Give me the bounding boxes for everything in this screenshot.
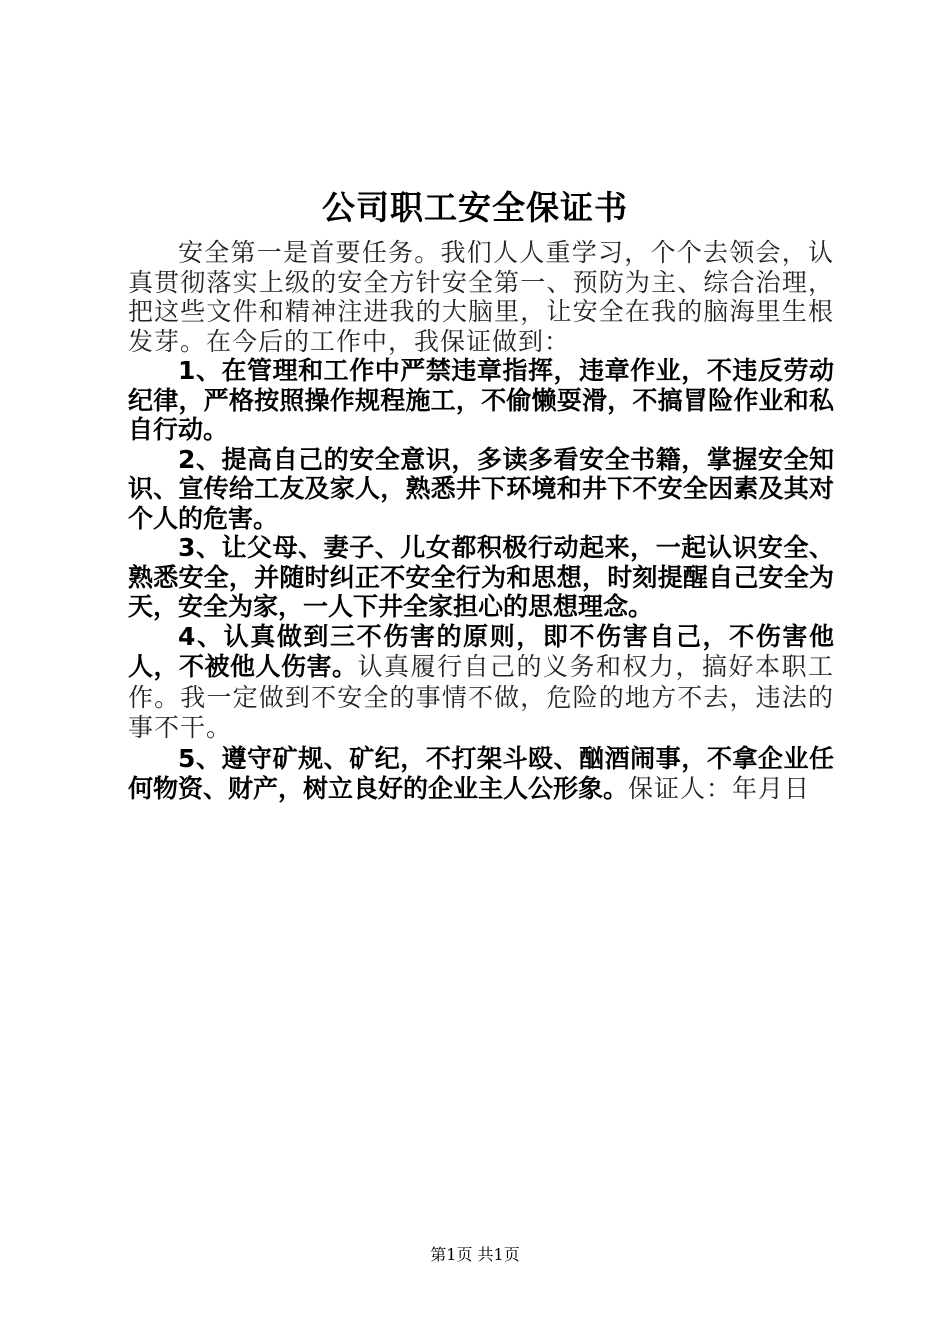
pledge-item-4-lead: 4、认真做到三不伤害的原则，即不伤害自己，不伤害他人，不被他人伤害。 [128,621,834,681]
pledge-item-5-lead: 5、遵守矿规、矿纪，不打架斗殴、酗酒闹事，不拿企业任何物资、财产，树立良好的企业主人公形象。 [128,743,834,803]
page-number: 第1页 共1页 [430,1245,520,1264]
intro-paragraph: 安全第一是首要任务。我们人人重学习，个个去领会，认真贯彻落实上级的安全方针安全第一、预防为主、综合治理，把这些文件和精神注进我的大脑里，让安全在我的脑海里生根发芽。在今后的工作中，我保证做到： [128,238,834,356]
pledge-item-1: 1、在管理和工作中严禁违章指挥，违章作业，不违反劳动纪律，严格按照操作规程施工，不偷懒耍滑，不搞冒险作业和私自行动。 [128,356,834,444]
pledge-item-2: 2、提高自己的安全意识，多读多看安全书籍，掌握安全知识、宣传给工友及家人，熟悉井下环境和井下不安全因素及其对个人的危害。 [128,444,834,533]
pledge-item-3: 3、让父母、妻子、儿女都积极行动起来，一起认识安全、熟悉安全，并随时纠正不安全行为和思想，时刻提醒自己安全为天，安全为家，一人下井全家担心的思想理念。 [128,533,834,621]
pledge-item-4 [128,622,834,744]
document-body [128,238,834,805]
document-title: 公司职工安全保证书 [322,188,628,227]
pledge-item-4-tail: 认真履行自己的义务和权力，搞好本职工作。我一定做到不安全的事情不做，危险的地方不去，违法的事不干。 [128,652,834,742]
signature-line: 保证人：年月日 [628,774,811,803]
pledge-item-5 [128,744,834,805]
